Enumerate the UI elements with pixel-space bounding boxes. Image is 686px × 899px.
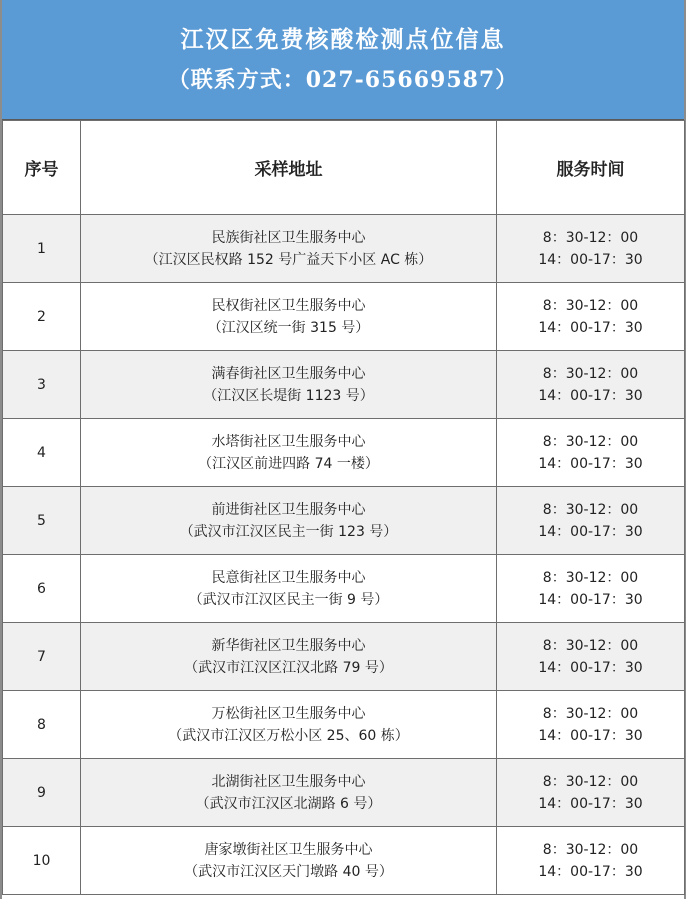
site-name: 前进街社区卫生服务中心 bbox=[211, 501, 366, 518]
row-number: 3 bbox=[3, 351, 81, 419]
service-hours-cell bbox=[497, 555, 685, 623]
column-header-hours: 服务时间 bbox=[497, 121, 685, 215]
title-banner bbox=[2, 0, 684, 120]
site-address-cell bbox=[81, 691, 497, 759]
table-row bbox=[3, 623, 685, 691]
row-number: 8 bbox=[3, 691, 81, 759]
afternoon-hours: 14：00-17：30 bbox=[538, 591, 643, 608]
site-name: 新华街社区卫生服务中心 bbox=[211, 637, 366, 654]
service-hours-cell bbox=[497, 419, 685, 487]
table-row bbox=[3, 215, 685, 283]
afternoon-hours: 14：00-17：30 bbox=[538, 727, 643, 744]
site-address: （江汉区长堤街 1123 号） bbox=[203, 387, 374, 404]
site-address-cell bbox=[81, 487, 497, 555]
morning-hours: 8：30-12：00 bbox=[542, 501, 639, 518]
morning-hours: 8：30-12：00 bbox=[542, 569, 639, 586]
afternoon-hours: 14：00-17：30 bbox=[538, 795, 643, 812]
site-address-cell bbox=[81, 827, 497, 895]
row-number: 5 bbox=[3, 487, 81, 555]
service-hours-cell bbox=[497, 283, 685, 351]
site-address-cell bbox=[81, 555, 497, 623]
service-hours-cell bbox=[497, 759, 685, 827]
row-number: 4 bbox=[3, 419, 81, 487]
column-header-address: 采样地址 bbox=[81, 121, 497, 215]
table-row bbox=[3, 759, 685, 827]
service-hours-cell bbox=[497, 691, 685, 759]
table-row bbox=[3, 555, 685, 623]
site-address-cell bbox=[81, 351, 497, 419]
morning-hours: 8：30-12：00 bbox=[542, 773, 639, 790]
row-number: 2 bbox=[3, 283, 81, 351]
site-name: 水塔街社区卫生服务中心 bbox=[211, 433, 366, 450]
table-row bbox=[3, 691, 685, 759]
site-address-cell bbox=[81, 215, 497, 283]
service-hours-cell bbox=[497, 827, 685, 895]
service-hours-cell bbox=[497, 215, 685, 283]
table-row bbox=[3, 283, 685, 351]
site-address: （武汉市江汉区北湖路 6 号） bbox=[195, 795, 382, 812]
table-row bbox=[3, 487, 685, 555]
row-number: 6 bbox=[3, 555, 81, 623]
afternoon-hours: 14：00-17：30 bbox=[538, 251, 643, 268]
afternoon-hours: 14：00-17：30 bbox=[538, 387, 643, 404]
morning-hours: 8：30-12：00 bbox=[542, 705, 639, 722]
row-number: 9 bbox=[3, 759, 81, 827]
afternoon-hours: 14：00-17：30 bbox=[538, 523, 643, 540]
site-address-cell bbox=[81, 283, 497, 351]
site-name: 民意街社区卫生服务中心 bbox=[211, 569, 366, 586]
site-address: （武汉市江汉区民主一街 9 号） bbox=[188, 591, 389, 608]
site-name: 满春街社区卫生服务中心 bbox=[211, 365, 366, 382]
column-header-number: 序号 bbox=[3, 121, 81, 215]
service-hours-cell bbox=[497, 623, 685, 691]
morning-hours: 8：30-12：00 bbox=[542, 365, 639, 382]
row-number: 7 bbox=[3, 623, 81, 691]
site-name: 唐家墩街社区卫生服务中心 bbox=[204, 841, 373, 858]
site-address: （江汉区统一街 315 号） bbox=[207, 319, 370, 336]
site-address-cell bbox=[81, 623, 497, 691]
site-name: 万松街社区卫生服务中心 bbox=[211, 705, 366, 722]
table-row bbox=[3, 827, 685, 895]
site-address: （江汉区前进四路 74 一楼） bbox=[198, 455, 379, 472]
service-hours-cell bbox=[497, 351, 685, 419]
table-row bbox=[3, 351, 685, 419]
service-hours-cell bbox=[497, 487, 685, 555]
row-number: 1 bbox=[3, 215, 81, 283]
afternoon-hours: 14：00-17：30 bbox=[538, 863, 643, 880]
table-row bbox=[3, 419, 685, 487]
site-name: 民权街社区卫生服务中心 bbox=[211, 297, 366, 314]
morning-hours: 8：30-12：00 bbox=[542, 637, 639, 654]
testing-sites-table bbox=[2, 120, 685, 895]
morning-hours: 8：30-12：00 bbox=[542, 297, 639, 314]
site-address-cell bbox=[81, 759, 497, 827]
morning-hours: 8：30-12：00 bbox=[542, 433, 639, 450]
contact-info: （联系方式：027-65669587） bbox=[167, 66, 519, 93]
morning-hours: 8：30-12：00 bbox=[542, 841, 639, 858]
site-address: （武汉市江汉区江汉北路 79 号） bbox=[184, 659, 393, 676]
afternoon-hours: 14：00-17：30 bbox=[538, 659, 643, 676]
page-title: 江汉区免费核酸检测点位信息 bbox=[180, 25, 506, 53]
site-address-cell bbox=[81, 419, 497, 487]
site-address: （江汉区民权路 152 号广益天下小区 AC 栋） bbox=[144, 251, 433, 268]
site-name: 北湖街社区卫生服务中心 bbox=[211, 773, 366, 790]
table-header-row bbox=[3, 121, 685, 215]
afternoon-hours: 14：00-17：30 bbox=[538, 319, 643, 336]
afternoon-hours: 14：00-17：30 bbox=[538, 455, 643, 472]
morning-hours: 8：30-12：00 bbox=[542, 229, 639, 246]
site-name: 民族街社区卫生服务中心 bbox=[211, 229, 366, 246]
site-address: （武汉市江汉区民主一街 123 号） bbox=[179, 523, 398, 540]
site-address: （武汉市江汉区天门墩路 40 号） bbox=[184, 863, 393, 880]
site-address: （武汉市江汉区万松小区 25、60 栋） bbox=[168, 727, 409, 744]
row-number: 10 bbox=[3, 827, 81, 895]
